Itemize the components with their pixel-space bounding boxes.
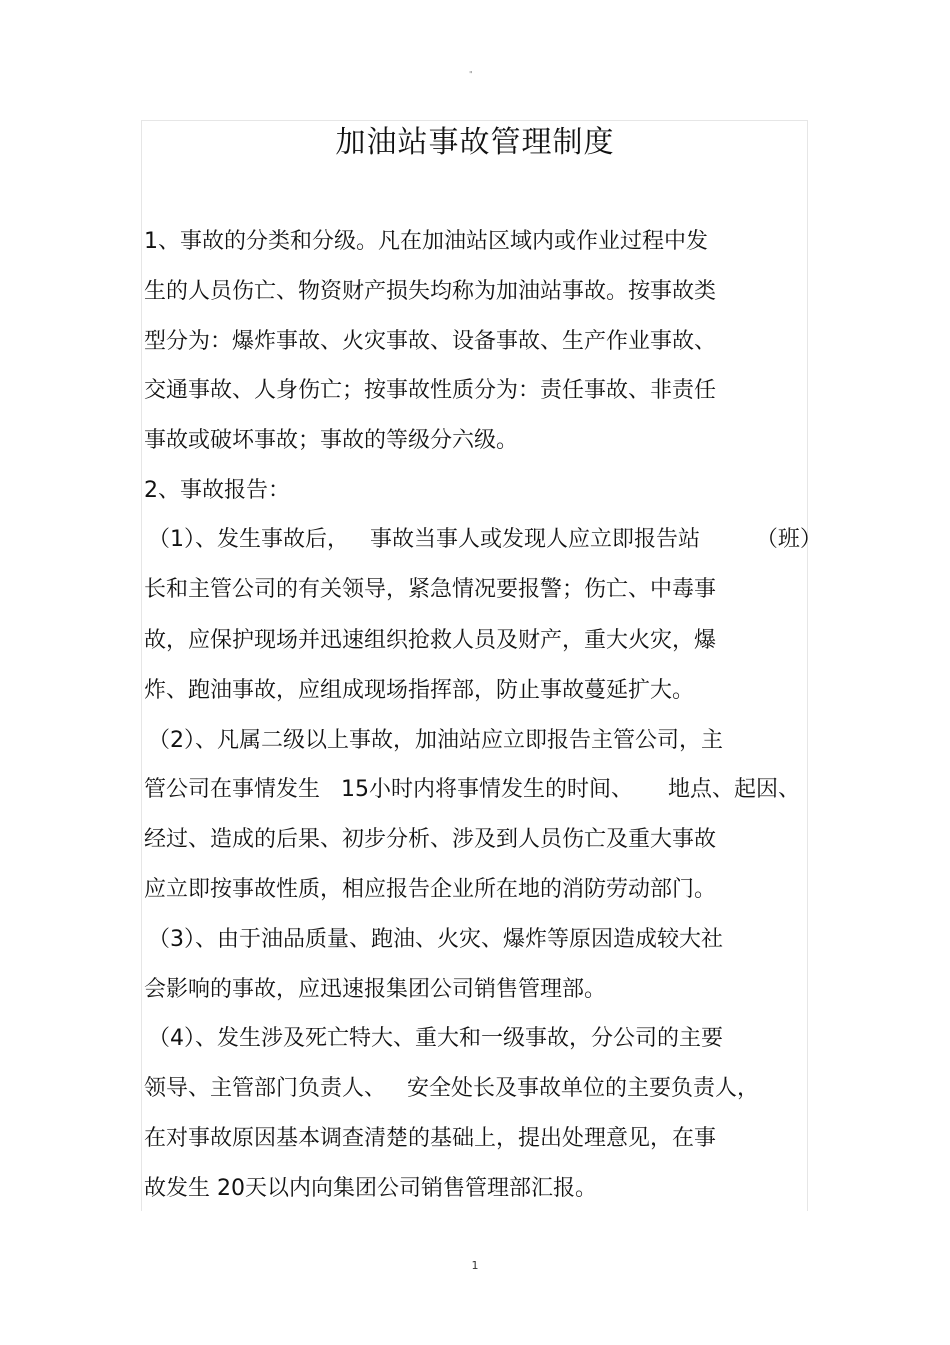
text-line: （2）、凡属二级以上事故，加油站应立即报告主管公司，主	[148, 728, 723, 753]
text-line: 在对事故原因基本调查清楚的基础上，提出处理意见，在事	[144, 1126, 717, 1151]
text-line: （4）、发生涉及死亡特大、重大和一级事故，分公司的主要	[148, 1026, 723, 1051]
page-number: 1	[471, 1259, 479, 1272]
text-line: 事故或破坏事故；事故的等级分六级。	[144, 428, 519, 453]
document-title: 加油站事故管理制度	[335, 125, 615, 160]
text-line: 生的人员伤亡、物资财产损失均称为加油站事故。按事故类	[144, 279, 717, 304]
text-line: 炸、跑油事故，应组成现场指挥部，防止事故蔓延扩大。	[144, 678, 695, 703]
text-line: 故，应保护现场并迅速组织抢救人员及财产，重大火灾，爆	[144, 628, 717, 653]
text-line: 领导、主管部门负责人、 安全处长及事故单位的主要负责人，	[144, 1076, 759, 1101]
text-line: 故发生 20天以内向集团公司销售管理部汇报。	[144, 1176, 597, 1201]
text-line: 交通事故、人身伤亡；按事故性质分为：责任事故、非责任	[144, 378, 717, 403]
text-line: 型分为：爆炸事故、火灾事故、设备事故、生产作业事故、	[144, 329, 717, 354]
text-line: （3）、由于油品质量、跑油、火灾、爆炸等原因造成较大社	[148, 927, 723, 952]
text-line: 管公司在事情发生 15小时内将事情发生的时间、 地点、起因、	[144, 777, 800, 802]
top-mark: "	[469, 70, 473, 79]
text-line: 会影响的事故，应迅速报集团公司销售管理部。	[144, 977, 607, 1002]
text-line: 应立即按事故性质，相应报告企业所在地的消防劳动部门。	[144, 877, 717, 902]
text-line: 长和主管公司的有关领导，紧急情况要报警；伤亡、中毒事	[144, 577, 717, 602]
text-line: 1、事故的分类和分级。凡在加油站区域内或作业过程中发	[144, 229, 708, 254]
text-line: （1）、发生事故后， 事故当事人或发现人应立即报告站 （班）	[148, 527, 822, 552]
text-line: 2、事故报告：	[144, 478, 290, 503]
text-line: 经过、造成的后果、初步分析、涉及到人员伤亡及重大事故	[144, 827, 717, 852]
